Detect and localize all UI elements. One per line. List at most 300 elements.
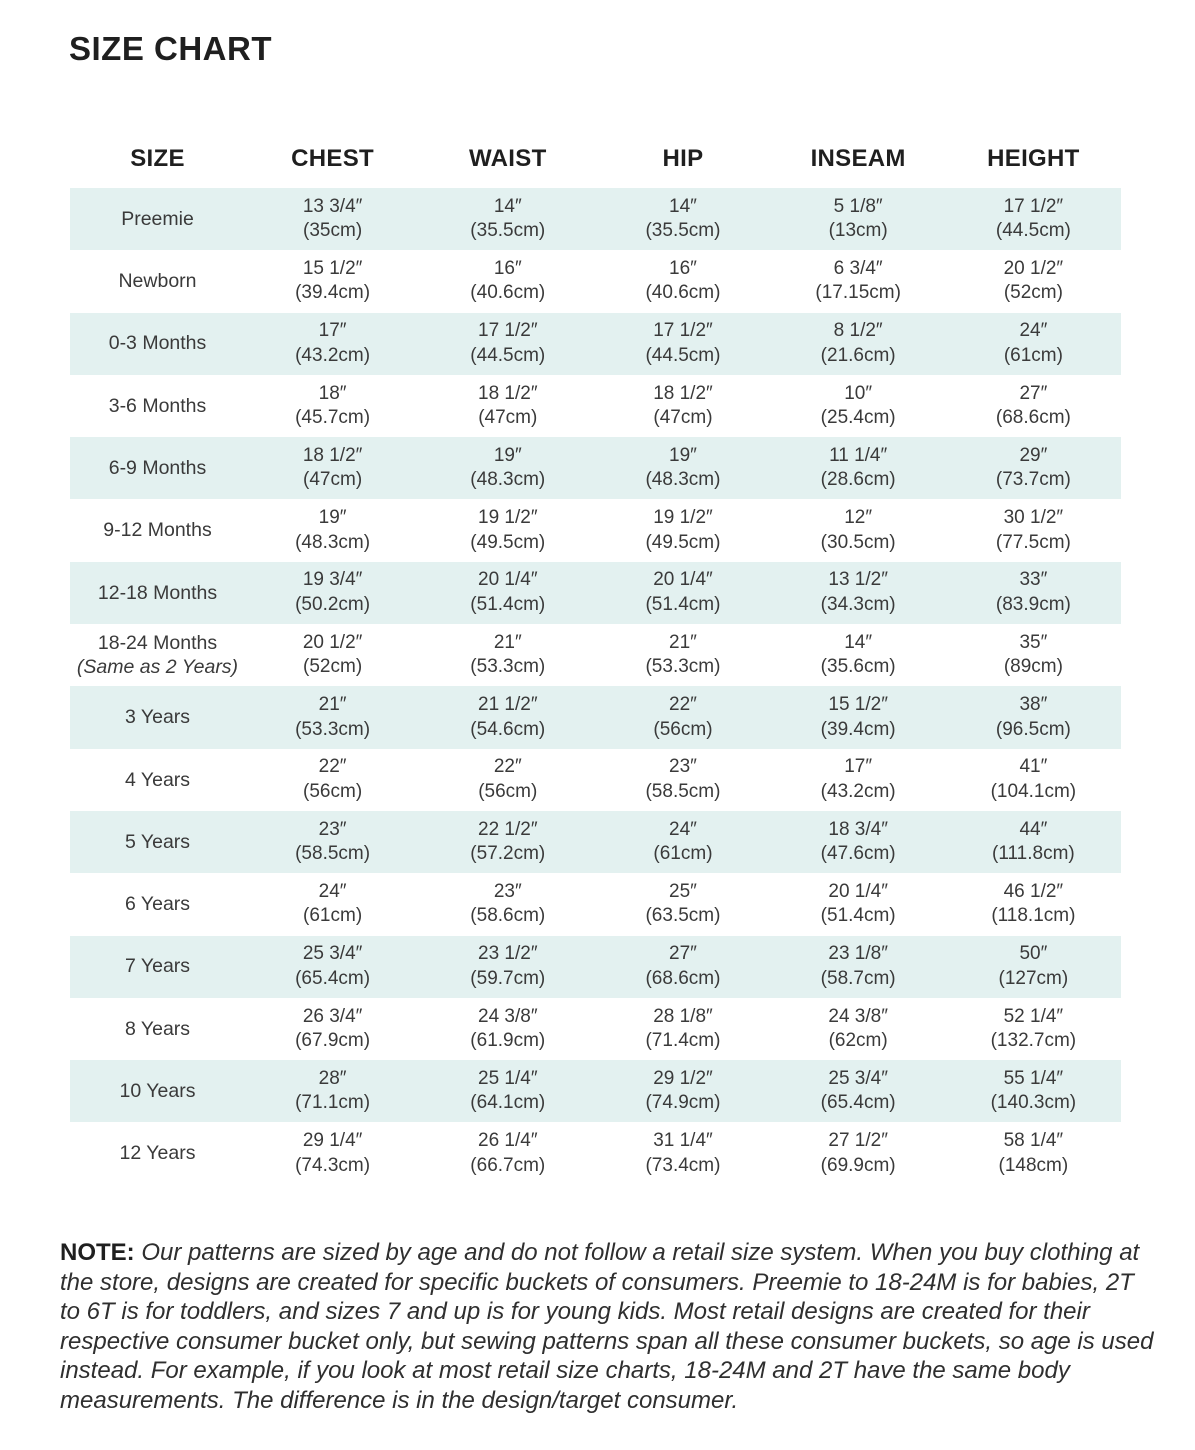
inseam-cell: [771, 188, 946, 250]
height-inches: 27″: [1019, 382, 1048, 404]
size-cell: [70, 873, 245, 935]
hip-cm: (68.6cm): [645, 967, 721, 989]
chest-inches: 21″: [318, 694, 347, 716]
height-cell: [946, 686, 1121, 748]
inseam-inches: 8 1/2″: [833, 320, 883, 342]
hip-cell: [595, 936, 770, 998]
waist-cm: (49.5cm): [470, 531, 546, 553]
inseam-cm: (58.7cm): [820, 967, 896, 989]
waist-cm: (35.5cm): [470, 220, 546, 242]
height-inches: 46 1/2″: [1003, 880, 1064, 902]
note-label: NOTE:: [60, 1239, 135, 1266]
height-cm: (104.1cm): [990, 780, 1077, 802]
waist-cm: (56cm): [478, 780, 538, 802]
inseam-cm: (17.15cm): [815, 282, 901, 304]
waist-inches: 22 1/2″: [478, 818, 538, 840]
hip-cell: [595, 499, 770, 561]
height-inches: 33″: [1019, 569, 1048, 591]
hip-cm: (58.5cm): [645, 780, 721, 802]
size-cell: [70, 188, 245, 250]
height-inches: 35″: [1019, 631, 1048, 653]
height-cm: (73.7cm): [995, 469, 1071, 491]
chest-inches: 25 3/4″: [302, 943, 363, 965]
height-cell: [946, 313, 1121, 375]
table-row: [70, 188, 1121, 250]
inseam-inches: 13 1/2″: [828, 569, 888, 591]
waist-cm: (51.4cm): [470, 593, 546, 615]
waist-inches: 16″: [493, 257, 522, 279]
waist-cell: [420, 749, 595, 811]
height-cm: (140.3cm): [990, 1092, 1077, 1114]
size-cell: [70, 624, 245, 686]
table-row: [70, 250, 1121, 312]
waist-cell: [420, 499, 595, 561]
size-cell: [70, 499, 245, 561]
waist-inches: 24 3/8″: [478, 1005, 538, 1027]
table-row: [70, 686, 1121, 748]
waist-cm: (58.6cm): [470, 905, 546, 927]
size-cell: [70, 562, 245, 624]
hip-cm: (40.6cm): [645, 282, 721, 304]
size-cell: [70, 250, 245, 312]
chest-inches: 28″: [318, 1067, 347, 1089]
height-cm: (89cm): [1003, 656, 1063, 678]
page-title: SIZE CHART: [69, 30, 272, 67]
hip-inches: 25″: [669, 880, 697, 902]
size-label: 6 Years: [124, 893, 191, 916]
header-waist: WAIST: [469, 145, 547, 172]
hip-inches: 21″: [669, 631, 697, 653]
inseam-inches: 18 3/4″: [828, 818, 888, 840]
waist-cell: [420, 1122, 595, 1184]
inseam-cell: [771, 873, 946, 935]
height-inches: 30 1/2″: [1003, 507, 1064, 529]
hip-inches: 22″: [669, 694, 697, 716]
waist-inches: 18 1/2″: [478, 382, 538, 404]
inseam-cell: [771, 936, 946, 998]
hip-cm: (63.5cm): [645, 905, 721, 927]
size-label: 7 Years: [124, 955, 191, 978]
chest-inches: 22″: [318, 756, 347, 778]
chest-cell: [245, 250, 420, 312]
size-label: 12 Years: [119, 1142, 196, 1165]
hip-cell: [595, 250, 770, 312]
size-cell: [70, 811, 245, 873]
table-row: [70, 873, 1121, 935]
header-hip: HIP: [662, 145, 704, 172]
chest-inches: 18″: [318, 382, 347, 404]
height-cell: [946, 749, 1121, 811]
hip-inches: 19 1/2″: [653, 507, 713, 529]
inseam-cm: (35.6cm): [820, 656, 896, 678]
height-cell: [946, 873, 1121, 935]
hip-cm: (56cm): [653, 718, 713, 740]
waist-cell: [420, 1060, 595, 1122]
inseam-inches: 6 3/4″: [833, 257, 883, 279]
chest-inches: 18 1/2″: [302, 444, 363, 466]
chest-cm: (61cm): [303, 905, 363, 927]
waist-cell: [420, 686, 595, 748]
size-cell: [70, 686, 245, 748]
hip-cm: (61cm): [653, 843, 713, 865]
height-inches: 20 1/2″: [1003, 257, 1064, 279]
hip-cell: [595, 437, 770, 499]
table-header: [70, 130, 1121, 188]
chest-cm: (48.3cm): [295, 531, 371, 553]
table-row: [70, 313, 1121, 375]
chest-cell: [245, 375, 420, 437]
size-label: 3-6 Months: [108, 394, 207, 417]
hip-cm: (47cm): [653, 407, 713, 429]
hip-inches: 17 1/2″: [653, 320, 713, 342]
height-cm: (111.8cm): [992, 843, 1075, 865]
hip-inches: 31 1/4″: [653, 1130, 713, 1152]
chest-cell: [245, 437, 420, 499]
chest-cell: [245, 998, 420, 1060]
hip-cell: [595, 624, 770, 686]
hip-inches: 27″: [669, 943, 697, 965]
height-cm: (127cm): [998, 967, 1069, 989]
height-cm: (77.5cm): [995, 531, 1071, 553]
height-cell: [946, 811, 1121, 873]
waist-cell: [420, 437, 595, 499]
height-inches: 58 1/4″: [1003, 1130, 1064, 1152]
inseam-cell: [771, 562, 946, 624]
size-cell: [70, 375, 245, 437]
chest-cell: [245, 686, 420, 748]
waist-inches: 26 1/4″: [478, 1130, 538, 1152]
inseam-cell: [771, 437, 946, 499]
chest-cm: (74.3cm): [295, 1154, 371, 1176]
inseam-cell: [771, 811, 946, 873]
size-cell: [70, 1122, 245, 1184]
size-cell: [70, 749, 245, 811]
hip-cm: (51.4cm): [645, 593, 721, 615]
chest-cm: (56cm): [303, 780, 363, 802]
hip-cell: [595, 811, 770, 873]
hip-cm: (49.5cm): [645, 531, 721, 553]
size-label: 8 Years: [124, 1017, 191, 1040]
hip-cm: (74.9cm): [645, 1092, 721, 1114]
height-cell: [946, 936, 1121, 998]
chest-cm: (47cm): [303, 469, 363, 491]
waist-inches: 23 1/2″: [478, 943, 538, 965]
waist-inches: 14″: [493, 195, 522, 217]
hip-inches: 19″: [669, 444, 697, 466]
hip-cell: [595, 562, 770, 624]
hip-cell: [595, 873, 770, 935]
height-cell: [946, 624, 1121, 686]
chest-cm: (45.7cm): [295, 407, 371, 429]
height-cm: (148cm): [998, 1154, 1069, 1176]
size-label: 5 Years: [124, 830, 191, 853]
inseam-inches: 11 1/4″: [829, 444, 888, 466]
note-paragraph: [60, 1238, 1160, 1416]
header-size: SIZE: [130, 145, 185, 172]
height-cell: [946, 1060, 1121, 1122]
waist-inches: 23″: [493, 880, 522, 902]
size-cell: [70, 437, 245, 499]
height-inches: 44″: [1019, 818, 1048, 840]
height-cm: (52cm): [1003, 282, 1063, 304]
inseam-cm: (51.4cm): [820, 905, 896, 927]
chest-cell: [245, 188, 420, 250]
hip-cm: (53.3cm): [645, 656, 721, 678]
size-cell: [70, 1060, 245, 1122]
chest-cm: (67.9cm): [295, 1030, 371, 1051]
waist-cm: (64.1cm): [470, 1092, 546, 1114]
size-label: 4 Years: [124, 768, 191, 791]
inseam-cell: [771, 998, 946, 1060]
size-chart-table: [70, 130, 1121, 1185]
height-cell: [946, 562, 1121, 624]
waist-cell: [420, 811, 595, 873]
chest-cell: [245, 749, 420, 811]
waist-cell: [420, 188, 595, 250]
table-row: [70, 499, 1121, 561]
chest-cell: [245, 562, 420, 624]
chest-cell: [245, 873, 420, 935]
hip-inches: 16″: [669, 257, 697, 279]
waist-inches: 20 1/4″: [478, 569, 538, 591]
waist-cm: (44.5cm): [470, 344, 546, 366]
waist-cm: (66.7cm): [470, 1154, 546, 1176]
table-row: [70, 437, 1121, 499]
table-row: [70, 936, 1121, 998]
waist-cm: (40.6cm): [470, 282, 546, 304]
hip-inches: 18 1/2″: [653, 382, 713, 404]
inseam-inches: 5 1/8″: [833, 195, 883, 217]
inseam-cm: (65.4cm): [820, 1092, 896, 1114]
inseam-cm: (30.5cm): [820, 531, 896, 553]
waist-inches: 17 1/2″: [478, 320, 538, 342]
inseam-cell: [771, 313, 946, 375]
height-cell: [946, 998, 1121, 1060]
inseam-inches: 10″: [844, 382, 873, 404]
hip-cm: (73.4cm): [645, 1154, 721, 1176]
size-label: 6-9 Months: [108, 457, 207, 480]
waist-cm: (54.6cm): [470, 718, 546, 740]
inseam-inches: 23 1/8″: [828, 943, 888, 965]
hip-cell: [595, 375, 770, 437]
waist-inches: 22″: [493, 756, 522, 778]
height-cell: [946, 375, 1121, 437]
inseam-cell: [771, 1122, 946, 1184]
waist-cell: [420, 624, 595, 686]
table-row: [70, 998, 1121, 1060]
height-cell: [946, 250, 1121, 312]
chest-cm: (52cm): [303, 656, 363, 678]
table-row: [70, 562, 1121, 624]
chest-cell: [245, 624, 420, 686]
inseam-cell: [771, 499, 946, 561]
waist-inches: 21 1/2″: [478, 694, 538, 716]
hip-inches: 24″: [669, 818, 697, 840]
table-row: [70, 749, 1121, 811]
waist-cell: [420, 936, 595, 998]
height-cm: (96.5cm): [995, 718, 1071, 740]
height-cell: [946, 1122, 1121, 1184]
height-cm: (61cm): [1003, 344, 1063, 366]
inseam-inches: 14″: [844, 631, 873, 653]
waist-inches: 25 1/4″: [478, 1067, 538, 1089]
waist-cm: (47cm): [478, 407, 538, 429]
hip-inches: 29 1/2″: [653, 1067, 713, 1089]
header-row: [70, 130, 1121, 188]
hip-cell: [595, 188, 770, 250]
table-row: [70, 811, 1121, 873]
chest-cm: (58.5cm): [295, 843, 371, 865]
inseam-cm: (47.6cm): [820, 843, 896, 865]
height-cm: (68.6cm): [995, 407, 1071, 429]
inseam-cell: [771, 749, 946, 811]
size-label: 0-3 Months: [108, 332, 207, 355]
waist-cell: [420, 998, 595, 1060]
inseam-cm: (39.4cm): [820, 718, 896, 740]
hip-cm: (48.3cm): [645, 469, 721, 491]
waist-inches: 19 1/2″: [478, 507, 538, 529]
header-height: HEIGHT: [987, 145, 1080, 172]
table-row: [70, 1060, 1121, 1122]
inseam-cm: (13cm): [828, 220, 888, 242]
table-row: [70, 1122, 1121, 1184]
chest-inches: 19″: [318, 507, 347, 529]
chest-inches: 23″: [318, 818, 347, 840]
table-row: [70, 375, 1121, 437]
inseam-cm: (69.9cm): [820, 1154, 896, 1176]
hip-inches: 23″: [669, 756, 697, 778]
chest-inches: 19 3/4″: [302, 569, 363, 591]
height-cell: [946, 188, 1121, 250]
size-cell: [70, 998, 245, 1060]
hip-cell: [595, 1060, 770, 1122]
height-cell: [946, 437, 1121, 499]
note-text: Our patterns are sized by age and do not follow a retail size system. When you buy clothing at the store, designs are created for specific buckets of consumers. Preemie to 18-24M is for babies, 2T to 6T is for toddlers, and sizes 7 and up is for young kids. Most retail designs are created for their respective consumer bucket only, but sewing patterns span all these consumer buckets, so age is used instead. For example, if you look at most retail size charts, 18-24M and 2T have the same body measurements. The difference is in the design/target consumer.: [60, 1239, 1154, 1414]
inseam-inches: 27 1/2″: [828, 1130, 888, 1152]
chest-inches: 24″: [318, 880, 347, 902]
waist-cell: [420, 250, 595, 312]
size-label: 10 Years: [119, 1080, 196, 1103]
inseam-cm: (62cm): [828, 1030, 888, 1051]
height-inches: 52 1/4″: [1003, 1005, 1064, 1027]
height-inches: 24″: [1019, 320, 1048, 342]
height-inches: 55 1/4″: [1003, 1067, 1064, 1089]
chest-inches: 17″: [318, 320, 347, 342]
inseam-cm: (25.4cm): [820, 407, 896, 429]
waist-cm: (53.3cm): [470, 656, 546, 678]
chest-cm: (50.2cm): [295, 593, 371, 615]
chest-inches: 26 3/4″: [302, 1005, 363, 1027]
chest-inches: 15 1/2″: [302, 257, 363, 279]
size-label: 3 Years: [124, 706, 191, 729]
inseam-cell: [771, 624, 946, 686]
chest-cm: (43.2cm): [295, 344, 371, 366]
chest-cm: (71.1cm): [295, 1092, 371, 1114]
chest-inches: 20 1/2″: [302, 631, 363, 653]
waist-cm: (57.2cm): [470, 843, 546, 865]
chest-cell: [245, 1122, 420, 1184]
hip-cell: [595, 749, 770, 811]
size-label: 18-24 Months: [97, 631, 218, 654]
inseam-inches: 25 3/4″: [828, 1067, 888, 1089]
height-cm: (44.5cm): [995, 220, 1071, 242]
table-body: [70, 188, 1121, 1185]
waist-cell: [420, 375, 595, 437]
size-label: 12-18 Months: [97, 581, 218, 604]
inseam-cm: (43.2cm): [820, 780, 896, 802]
height-cm: (83.9cm): [995, 593, 1071, 615]
height-inches: 50″: [1019, 943, 1048, 965]
hip-cell: [595, 686, 770, 748]
waist-inches: 19″: [493, 444, 522, 466]
inseam-inches: 24 3/8″: [828, 1005, 888, 1027]
inseam-inches: 17″: [844, 756, 873, 778]
hip-cm: (71.4cm): [645, 1030, 721, 1051]
waist-cm: (48.3cm): [470, 469, 546, 491]
inseam-cell: [771, 250, 946, 312]
chest-cell: [245, 499, 420, 561]
inseam-cell: [771, 686, 946, 748]
size-note: (Same as 2 Years): [76, 656, 239, 679]
waist-inches: 21″: [493, 631, 522, 653]
header-inseam: INSEAM: [810, 145, 906, 172]
height-inches: 41″: [1019, 756, 1048, 778]
height-inches: 29″: [1019, 444, 1048, 466]
hip-inches: 14″: [669, 195, 697, 217]
hip-inches: 20 1/4″: [653, 569, 713, 591]
chest-cm: (39.4cm): [295, 282, 371, 304]
height-cm: (132.7cm): [990, 1030, 1077, 1051]
size-label: 9-12 Months: [103, 519, 212, 542]
height-inches: 38″: [1019, 694, 1048, 716]
chest-cm: (35cm): [303, 220, 363, 242]
size-label: Newborn: [118, 270, 197, 293]
size-cell: [70, 313, 245, 375]
inseam-cell: [771, 1060, 946, 1122]
height-inches: 17 1/2″: [1003, 195, 1064, 217]
hip-cm: (44.5cm): [645, 344, 721, 366]
inseam-cm: (28.6cm): [820, 469, 896, 491]
chest-cell: [245, 811, 420, 873]
hip-cell: [595, 313, 770, 375]
chest-cell: [245, 1060, 420, 1122]
waist-cell: [420, 562, 595, 624]
inseam-cm: (21.6cm): [820, 344, 896, 366]
inseam-cm: (34.3cm): [820, 593, 896, 615]
chest-inches: 13 3/4″: [302, 195, 363, 217]
waist-cell: [420, 873, 595, 935]
hip-cell: [595, 998, 770, 1060]
waist-cm: (59.7cm): [470, 967, 546, 989]
table-row: [70, 624, 1121, 686]
size-label: Preemie: [121, 207, 194, 230]
chest-cm: (53.3cm): [295, 718, 371, 740]
hip-inches: 28 1/8″: [653, 1005, 713, 1027]
inseam-cell: [771, 375, 946, 437]
waist-cm: (61.9cm): [470, 1030, 546, 1051]
inseam-inches: 12″: [844, 507, 873, 529]
hip-cell: [595, 1122, 770, 1184]
chest-cell: [245, 936, 420, 998]
chest-inches: 29 1/4″: [302, 1130, 363, 1152]
header-chest: CHEST: [291, 145, 375, 172]
size-cell: [70, 936, 245, 998]
height-cm: (118.1cm): [991, 905, 1076, 927]
inseam-inches: 15 1/2″: [828, 694, 888, 716]
inseam-inches: 20 1/4″: [828, 880, 888, 902]
chest-cm: (65.4cm): [295, 967, 371, 989]
height-cell: [946, 499, 1121, 561]
